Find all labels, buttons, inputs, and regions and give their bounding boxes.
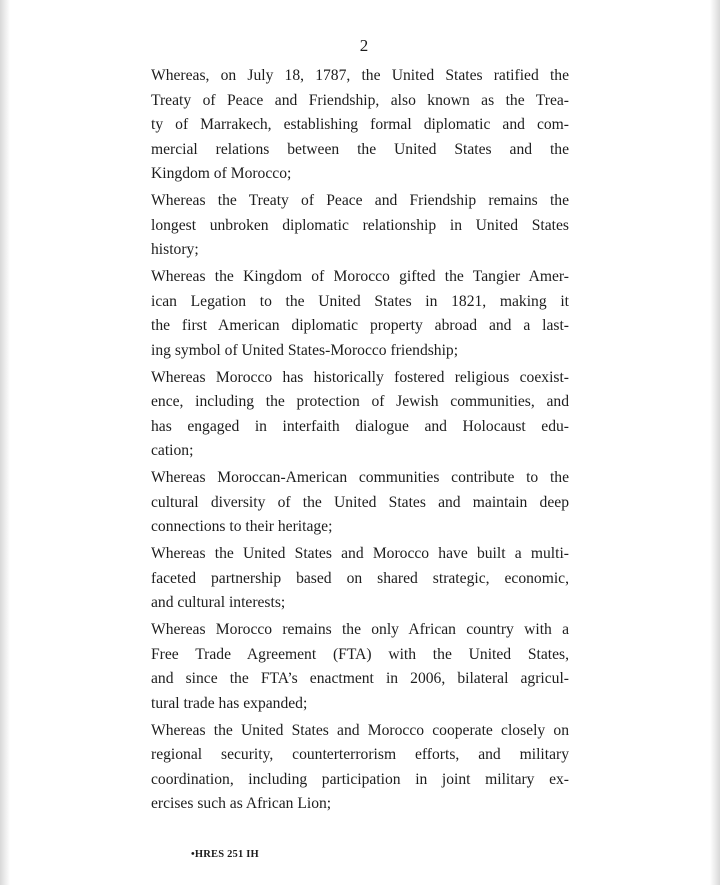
whereas-clause-2 xyxy=(151,189,569,263)
clause-line: regional security, counterterrorism efforts, and military xyxy=(151,746,569,763)
clause-line: ercises such as African Lion; xyxy=(151,795,332,812)
clause-line: longest unbroken diplomatic relationship in United States xyxy=(151,216,569,234)
whereas-clause-7 xyxy=(151,618,569,716)
whereas-clause-5 xyxy=(151,466,569,540)
clause-line: has engaged in interfaith dialogue and Holocaust edu- xyxy=(151,417,569,435)
clause-line: faceted partnership based on shared strategic, economic, xyxy=(151,569,569,587)
bill-identifier-footer: •HRES 251 IH xyxy=(191,849,259,860)
clause-line: and cultural interests; xyxy=(151,594,286,611)
clause-line: the first American diplomatic property abroad and a last- xyxy=(151,317,569,334)
clause-line: history; xyxy=(151,241,199,258)
clause-line: Treaty of Peace and Friendship, also known as the Trea- xyxy=(151,91,569,109)
clause-line: Whereas the Kingdom of Morocco gifted the Tangier Amer- xyxy=(151,268,569,285)
clause-line: Whereas Morocco remains the only African country with a xyxy=(151,621,569,638)
clause-line: Whereas, on July 18, 1787, the United States ratified the xyxy=(151,67,569,84)
clause-line: and since the FTA’s enactment in 2006, bilateral agricul- xyxy=(151,670,569,687)
clause-line: Whereas Morocco has historically fostered religious coexist- xyxy=(151,368,569,386)
whereas-clause-1 xyxy=(151,64,569,187)
clause-line: ing symbol of United States-Morocco friendship; xyxy=(151,341,459,359)
clause-line: Kingdom of Morocco; xyxy=(151,165,292,182)
clause-line: Whereas Moroccan-American communities contribute to the xyxy=(151,469,569,486)
clause-line: ican Legation to the United States in 1821, making it xyxy=(151,292,569,310)
clause-line: ty of Marrakech, establishing formal diplomatic and com- xyxy=(151,116,569,133)
clause-line: coordination, including participation in joint military ex- xyxy=(151,770,569,788)
page-number: 2 xyxy=(359,36,369,55)
clause-line: mercial relations between the United States and the xyxy=(151,140,569,158)
clause-line: Free Trade Agreement (FTA) with the United States, xyxy=(151,645,569,663)
clause-line: cultural diversity of the United States and maintain deep xyxy=(151,493,569,511)
whereas-clause-4 xyxy=(151,366,569,464)
whereas-clause-6 xyxy=(151,542,569,616)
page-edge-right xyxy=(710,0,720,885)
clause-line: ence, including the protection of Jewish communities, and xyxy=(151,393,569,410)
page-edge-left xyxy=(0,0,10,885)
clause-line: Whereas the United States and Morocco have built a multi- xyxy=(151,545,569,562)
clause-line: Whereas the United States and Morocco cooperate closely on xyxy=(151,721,569,739)
clause-line: cation; xyxy=(151,442,194,459)
whereas-clause-8 xyxy=(151,719,569,817)
clause-line: Whereas the Treaty of Peace and Friendship remains the xyxy=(151,192,569,209)
whereas-clause-3 xyxy=(151,265,569,363)
clause-line: connections to their heritage; xyxy=(151,518,333,535)
whereas-clauses xyxy=(151,64,569,819)
clause-line: tural trade has expanded; xyxy=(151,694,308,712)
